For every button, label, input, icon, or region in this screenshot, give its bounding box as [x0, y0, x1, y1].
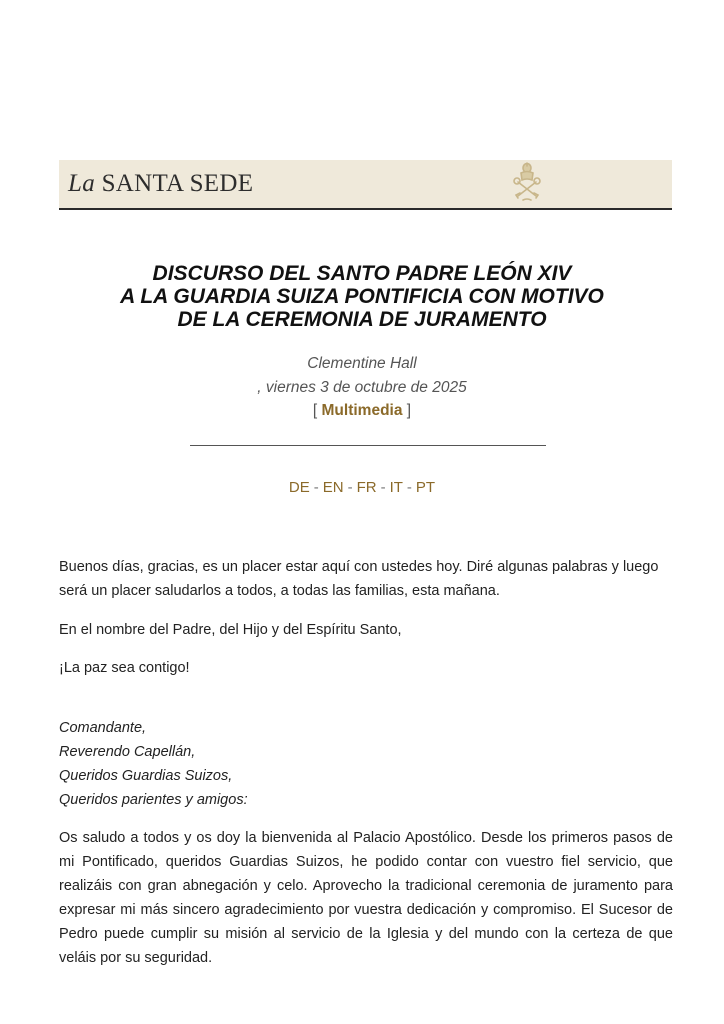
- greeting-line: Comandante,: [59, 720, 147, 736]
- event-date: , viernes 3 de octubre de 2025: [257, 379, 467, 396]
- paragraph-3: ¡La paz sea contigo!: [59, 660, 190, 676]
- lang-separator: -: [347, 479, 353, 496]
- multimedia-bracket-close: ]: [402, 402, 412, 419]
- site-title-main: SANTA SEDE: [101, 170, 254, 197]
- lang-separator: -: [406, 479, 412, 496]
- lang-link-en[interactable]: EN: [322, 479, 344, 496]
- greeting-line: Reverendo Capellán,: [59, 744, 196, 760]
- lang-separator: -: [313, 479, 319, 496]
- lang-link-it[interactable]: IT: [389, 479, 403, 496]
- greetings-block: [59, 716, 673, 812]
- paragraph-1: Buenos días, gracias, es un placer estar aquí con ustedes hoy. Diré algunas palabras y luego será un placer saludarlos a todos, a todas las familias, esta mañana.: [59, 559, 659, 599]
- title-line-1: DISCURSO DEL SANTO PADRE LEÓN XIV: [152, 262, 572, 285]
- lang-link-de[interactable]: DE: [288, 479, 310, 496]
- greeting-line: Queridos parientes y amigos:: [59, 792, 248, 808]
- greeting-line: Queridos Guardias Suizos,: [59, 768, 233, 784]
- lang-link-pt[interactable]: PT: [415, 479, 436, 496]
- event-place: Clementine Hall: [307, 355, 417, 372]
- title-line-2: A LA GUARDIA SUIZA PONTIFICIA CON MOTIVO: [120, 285, 604, 308]
- multimedia-bracket-open: [: [312, 402, 322, 419]
- paragraph-4: Os saludo a todos y os doy la bienvenida al Palacio Apostólico. Desde los primeros pasos de mi Pontificado, queridos Guardias Suizos, he podido contar con vuestro fiel servicio, que realizáis con gran abnegación y celo. Aprovecho la tradicional ceremonia de juramento para expresar mi más sincero agradecimiento por vuestra dedicación y compromiso. El Sucesor de Pedro puede cumplir su misión al servicio de la Iglesia y del mundo con la certeza de que veláis por su seguridad.: [59, 830, 673, 966]
- paragraph-2: En el nombre del Padre, del Hijo y del Espíritu Santo,: [59, 622, 402, 638]
- site-title-la: La: [68, 170, 96, 197]
- multimedia-link[interactable]: Multimedia: [321, 402, 403, 419]
- title-line-3: DE LA CEREMONIA DE JURAMENTO: [177, 308, 547, 331]
- lang-link-fr[interactable]: FR: [356, 479, 377, 496]
- lang-separator: -: [380, 479, 386, 496]
